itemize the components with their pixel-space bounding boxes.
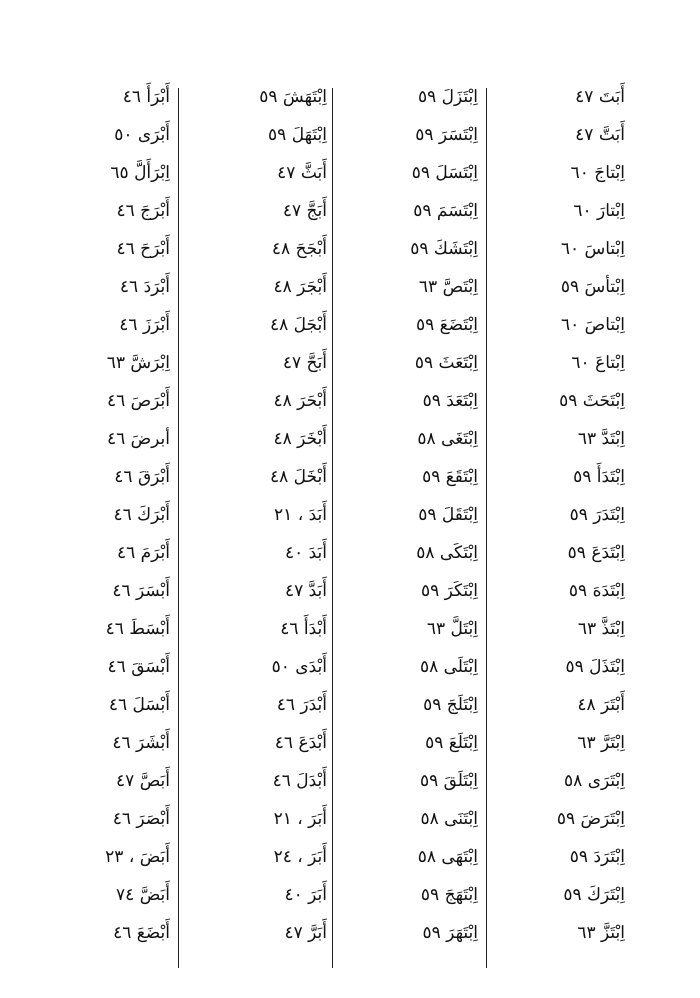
index-entry: اِبْتَدَأَ ٥٩ [573,467,625,487]
entry-list [378,78,478,952]
index-entry: اِبْتَرَضَ ٥٩ [556,809,625,829]
index-entry: أَبْضَعَ ٤٦ [113,923,170,943]
entry-list [555,78,625,952]
index-entry: اِبْتَصَّ ٦٣ [418,277,478,297]
index-entry: اِبْتَزَلَ ٥٩ [418,87,478,107]
index-entry: اِبْتَرَدَ ٥٩ [569,847,625,867]
index-entry: اِبْتَسَلَ ٥٩ [411,163,478,183]
index-entry: اِبْتاعَ ٦٠ [571,353,625,373]
index-entry: اِبْتَقَلَ ٥٩ [418,505,478,525]
column-divider [332,88,333,968]
index-entry: أَبْصَرَ ٤٦ [112,809,170,829]
index-entry: اِبْتَلَعَ ٥٩ [425,733,478,753]
index-entry: أَبْجَلَ ٤٨ [270,315,327,335]
index-entry: أَبْخَلَ ٤٨ [270,467,327,487]
index-entry: أَبْخَرَ ٤٨ [273,429,327,449]
index-entry: اِبْتَسَمَ ٥٩ [413,201,478,221]
index-entry: اِبْتأسَ ٥٩ [560,277,625,297]
index-entry: اِبْتَدَّ ٦٣ [577,429,625,449]
index-entry: اِبْتَذَلَ ٥٩ [565,657,625,677]
index-entry: أَبْرَقَ ٤٦ [114,467,170,487]
index-entry: اِبْتَضَعَ ٥٩ [415,315,478,335]
index-entry: أَبَصَّ ٤٧ [116,771,170,791]
index-entry: اِبْتَلَجَ ٥٩ [423,695,478,715]
index-entry: أَبَرَ ، ٢١ [273,809,327,829]
index-entry: أَبْتَرَ ٤٨ [577,695,625,715]
index-entry: أَبْجَرَ ٤٨ [273,277,327,297]
index-entry: أَبْرَأَ ٤٦ [122,87,170,107]
index-entry: أَبَثَّ ٤٧ [277,163,327,183]
index-column-2 [378,78,478,952]
index-column-3 [232,78,327,952]
index-entry: اِبْتَهَشَ ٥٩ [259,87,327,107]
index-entry: اِبْتَسَرَ ٥٩ [415,125,478,145]
index-entry: اِبْتَقَعَ ٥٩ [422,467,478,487]
index-entry: أَبَرَ ٤٠ [284,885,327,905]
index-entry: أَبَحَّ ٤٧ [282,353,327,373]
index-entry: أَبْدَأَ ٤٦ [280,619,327,639]
index-entry: أَبْرَزَ ٤٦ [119,315,170,335]
index-entry: اِبْتَرَكَ ٥٩ [563,885,625,905]
index-entry: اِبْتَعَدَ ٥٩ [422,391,478,411]
index-entry: أَبَتَ ٤٧ [575,87,625,107]
index-entry: أَبْسَطَ ٤٦ [105,619,170,639]
index-entry: اِبْتاجَ ٦٠ [570,163,625,183]
index-entry: اِبْتَلَى ٥٨ [419,657,478,677]
index-entry: اِبْتاصَ ٦٠ [561,315,625,335]
index-entry: اِبْتَهَرَ ٥٩ [422,923,478,943]
index-entry: اِبْتَنَى ٥٨ [420,809,478,829]
index-entry: أَبْسَقَ ٤٦ [107,657,170,677]
column-divider [486,88,487,968]
index-entry: أَبَرَ ، ٢٤ [273,847,327,867]
index-entry: أبرضَ ٤٦ [106,429,170,449]
entry-list [80,78,170,952]
column-divider [178,88,179,968]
index-entry: اِبْتَدَهَ ٥٩ [568,581,625,601]
index-entry: أَبْدَى ٥٠ [271,657,327,677]
index-entry: أَبْسَرَ ٤٦ [112,581,170,601]
index-entry: أَبْشَرَ ٤٦ [112,733,170,753]
index-entry: أَبَضَّ ٧٤ [116,885,170,905]
index-entry: أَبْرَكَ ٤٦ [113,505,170,525]
index-entry: اِبْتَلَقَ ٥٩ [419,771,478,791]
index-entry: اِبْتَلَّ ٦٣ [426,619,478,639]
index-entry: اِبْتَذَّ ٦٣ [577,619,625,639]
index-entry: اِبْتَهَى ٥٨ [417,847,478,867]
index-entry: أَبْرَمَ ٤٦ [116,543,170,563]
index-entry: أَبْجَحَ ٤٨ [271,239,327,259]
index-entry: أَبَدَ ، ٢١ [274,505,327,525]
index-entry: أَبَدَّ ٤٧ [284,581,327,601]
index-entry: اِبْتَهَلَ ٥٩ [268,125,327,145]
index-entry: أَبَدَ ٤٠ [284,543,327,563]
index-column-4 [80,78,170,952]
index-entry: أَبْرَدَ ٤٦ [119,277,170,297]
index-entry: أَبْسَلَ ٤٦ [108,695,170,715]
index-column-1 [555,78,625,952]
index-entry: أَبْرَجَ ٤٦ [116,201,170,221]
index-entry: اِبْتَرَّ ٦٣ [577,733,625,753]
index-entry: أَبَرَّ ٤٧ [284,923,327,943]
entry-list [232,78,327,952]
index-entry: أَبَتَّ ٤٧ [575,125,625,145]
index-entry: اِبْتَزَّ ٦٣ [577,923,625,943]
index-entry: اِبْرَأَلَّ ٦٥ [110,163,170,183]
index-entry: اِبْتَحَثَ ٥٩ [559,391,625,411]
index-entry: اِبْرَشَّ ٦٣ [106,353,170,373]
index-entry: أَبْدَعَ ٤٦ [274,733,327,753]
index-entry: اِبْتَدَرَ ٥٩ [569,505,625,525]
index-entry: أَبَضَ ، ٢٣ [105,847,170,867]
index-entry: أَبْحَرَ ٤٨ [273,391,327,411]
index-entry: أَبَجَّ ٤٧ [282,201,327,221]
index-entry: أَبْدَرَ ٤٦ [276,695,327,715]
index-entry: أَبْدَلَ ٤٦ [272,771,327,791]
index-entry: اِبْتَهَجَ ٥٩ [420,885,478,905]
index-entry: اِبْتَكَى ٥٨ [416,543,478,563]
index-entry: اِبْتَشَكَ ٥٩ [410,239,478,259]
index-entry: اِبْتَدَعَ ٥٩ [567,543,625,563]
index-entry: اِبْتاسَ ٦٠ [560,239,625,259]
index-entry: أَبْرَحَ ٤٦ [116,239,170,259]
index-entry: اِبْتَغَى ٥٨ [417,429,478,449]
index-entry: أَبْرَى ٥٠ [114,125,170,145]
index-entry: اِبْتَكَرَ ٥٩ [420,581,478,601]
index-entry: أَبْرَصَ ٤٦ [106,391,170,411]
index-entry: اِبْتَرَى ٥٨ [564,771,625,791]
index-entry: اِبْتَعَثَ ٥٩ [414,353,478,373]
index-entry: اِبْتارَ ٦٠ [573,201,625,221]
